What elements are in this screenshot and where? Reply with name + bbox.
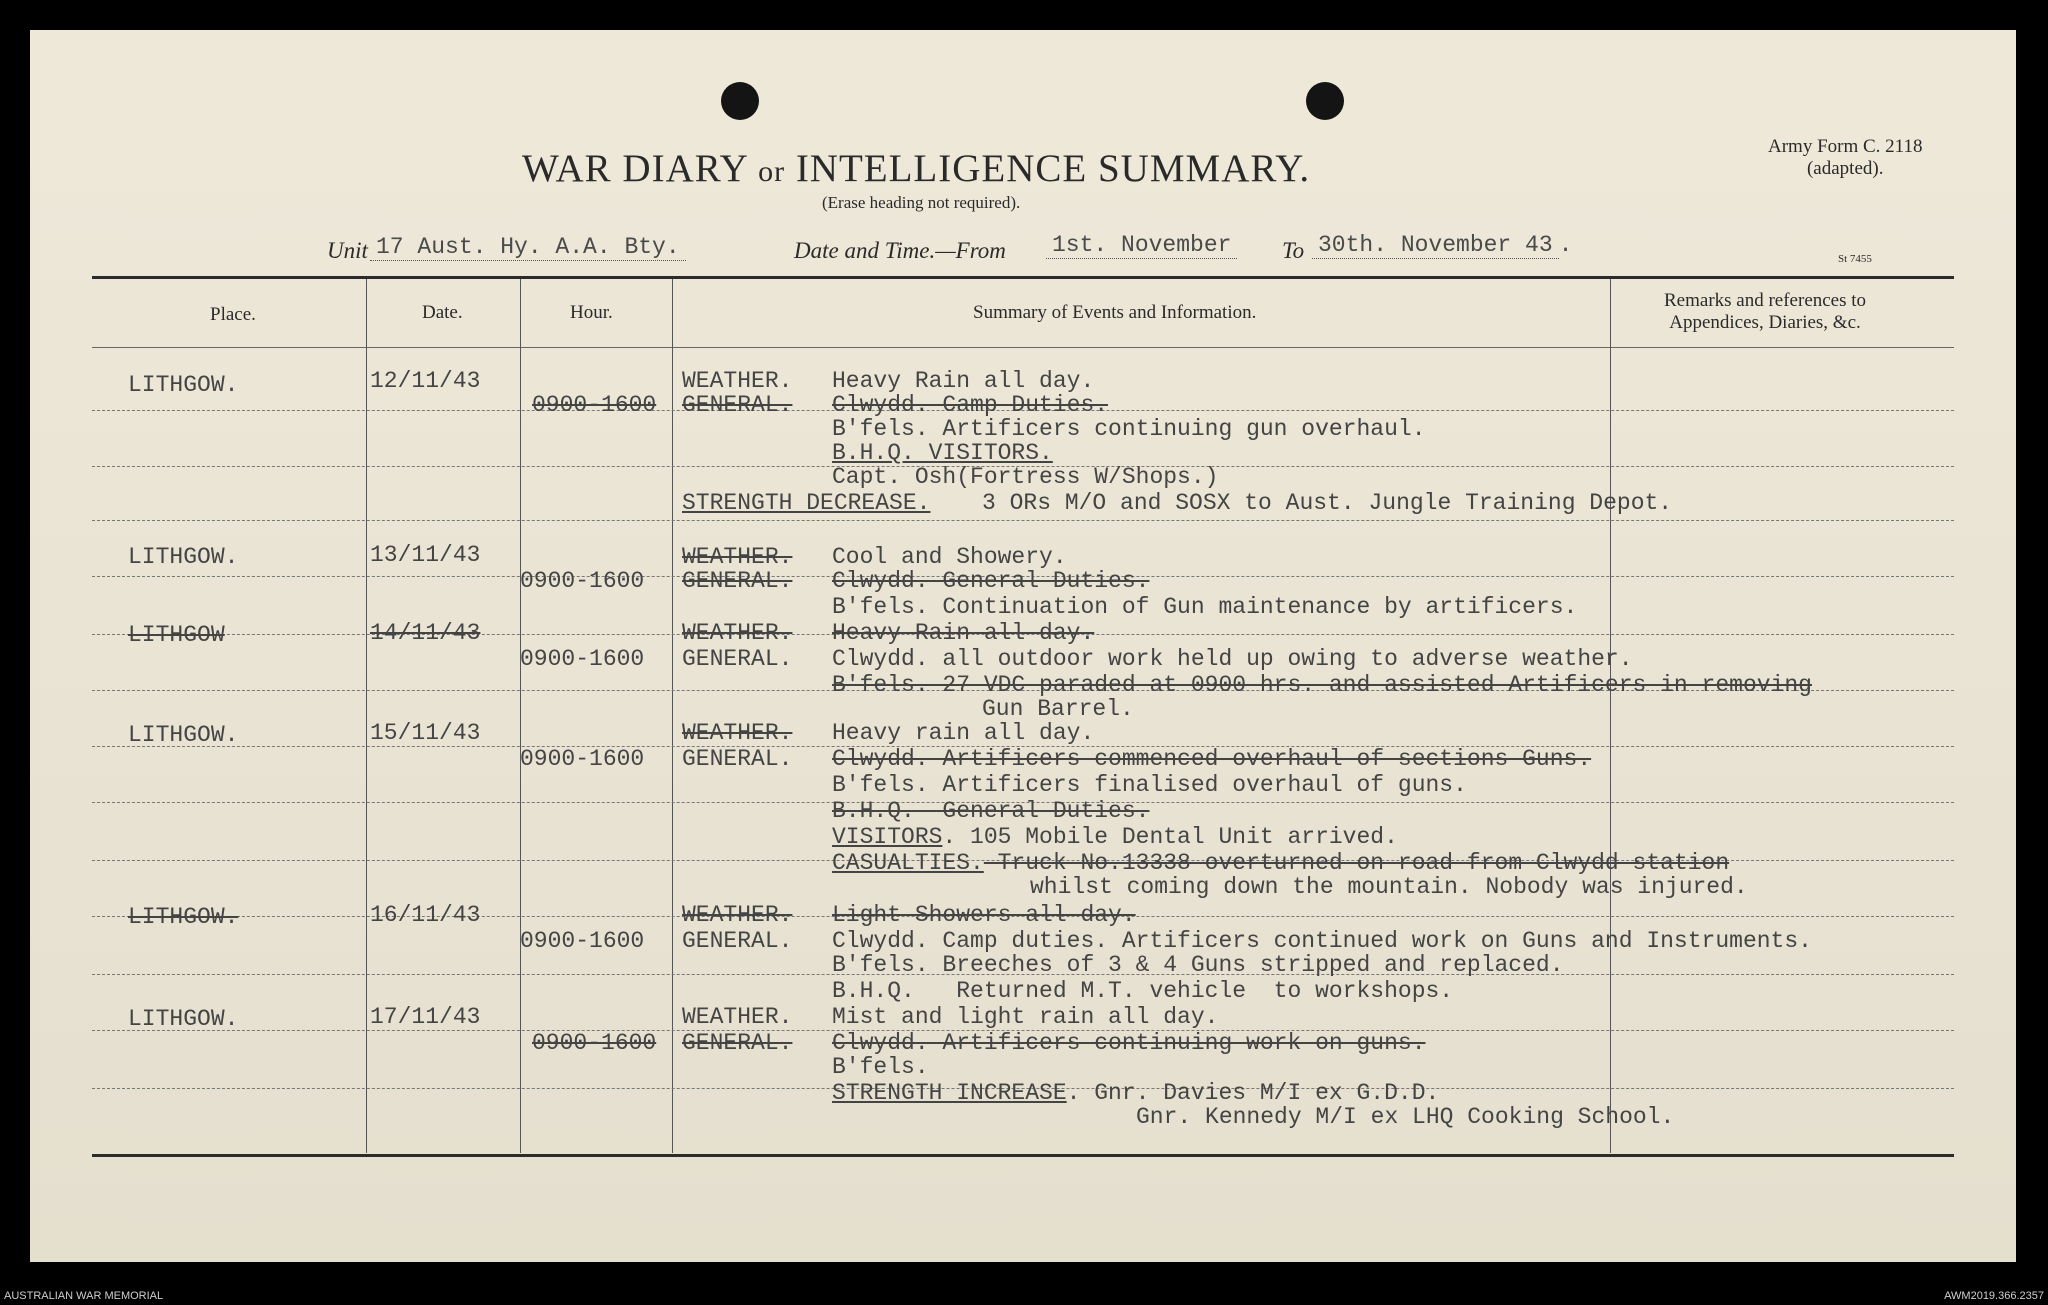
header-bottom-rule bbox=[92, 347, 1954, 348]
entry-hour: 0900-1600 bbox=[520, 928, 645, 954]
entry-date: 16/11/43 bbox=[370, 902, 481, 928]
entry-text: B'fels. Continuation of Gun maintenance by artificers. bbox=[832, 594, 1578, 620]
entry-text: Heavy Rain all day. bbox=[832, 620, 1095, 646]
entry-hour: 0900-1600 bbox=[520, 746, 645, 772]
entry-place: LITHGOW. bbox=[128, 722, 239, 748]
entry-date: 17/11/43 bbox=[370, 1004, 481, 1030]
erase-note: (Erase heading not required). bbox=[822, 193, 1021, 212]
punch-hole-right bbox=[1306, 82, 1344, 120]
entry-text: Heavy rain all day. bbox=[832, 720, 1095, 746]
entry-text: Gnr. Kennedy M/I ex LHQ Cooking School. bbox=[1136, 1104, 1675, 1130]
entry-label-weather: WEATHER. bbox=[682, 544, 793, 570]
entry-text: Clwydd. General Duties. bbox=[832, 568, 1150, 594]
entry-label-visitors: VISITORS. 105 Mobile Dental Unit arrived. bbox=[832, 824, 1398, 850]
entry-label-strength-increase: STRENGTH INCREASE. Gnr. Davies M/I ex G.D.D. bbox=[832, 1080, 1440, 1106]
entry-hour: 0900-1600 bbox=[520, 568, 645, 594]
entry-label-general: GENERAL. bbox=[682, 392, 793, 418]
entry-text: Clwydd. Camp duties. Artificers continued work on Guns and Instruments. bbox=[832, 928, 1812, 954]
entry-label-weather: WEATHER. bbox=[682, 620, 793, 646]
entry-text: B.H.Q. VISITORS. bbox=[832, 440, 1053, 466]
entry-label-general: GENERAL. bbox=[682, 746, 793, 772]
unit-value: 17 Aust. Hy. A.A. Bty. bbox=[370, 234, 686, 261]
table-bottom-rule bbox=[92, 1154, 1954, 1157]
entry-label-general: GENERAL. bbox=[682, 928, 793, 954]
entry-label-weather: WEATHER. bbox=[682, 368, 793, 394]
entry-hour: 0900-1600 bbox=[520, 646, 645, 672]
entry-text: 3 ORs M/O and SOSX to Aust. Jungle Training Depot. bbox=[982, 490, 1673, 516]
table-top-rule bbox=[92, 276, 1954, 279]
entry-date: 15/11/43 bbox=[370, 720, 481, 746]
entry-text: whilst coming down the mountain. Nobody was injured. bbox=[1030, 874, 1748, 900]
column-header-place: Place. bbox=[210, 304, 256, 325]
column-header-hour: Hour. bbox=[570, 302, 613, 323]
entry-place: LITHGOW. bbox=[128, 904, 239, 930]
entry-text: B'fels. 27 VDC paraded at 0900 hrs. and assisted Artificers in removing bbox=[832, 672, 1812, 698]
column-header-date: Date. bbox=[422, 302, 463, 323]
to-label: To bbox=[1282, 238, 1305, 263]
document-title: WAR DIARY or INTELLIGENCE SUMMARY. bbox=[522, 147, 1311, 190]
entry-place: LITHGOW bbox=[128, 622, 225, 648]
entry-text: Light Showers all day. bbox=[832, 902, 1136, 928]
entry-label-weather: WEATHER. bbox=[682, 1004, 793, 1030]
punch-hole-left bbox=[721, 82, 759, 120]
entry-text: B'fels. Artificers continuing gun overhaul. bbox=[832, 416, 1426, 442]
entry-date: 12/11/43 bbox=[370, 368, 481, 394]
entry-text: Clwydd. Camp Duties. bbox=[832, 392, 1109, 418]
entry-text: Capt. Osh(Fortress W/Shops.) bbox=[832, 464, 1219, 490]
unit-label: Unit bbox=[327, 238, 368, 263]
entry-label-casualties: CASUALTIES. Truck No.13338 overturned on road from Clwydd station bbox=[832, 850, 1730, 876]
entry-text: Heavy Rain all day. bbox=[832, 368, 1095, 394]
date-time-label: Date and Time.—From bbox=[794, 238, 1006, 263]
entry-hour: 0900-1600 bbox=[532, 392, 657, 418]
stock-number: St 7455 bbox=[1838, 253, 1872, 265]
diary-page bbox=[30, 30, 2016, 1262]
entry-text: Clwydd. Artificers commenced overhaul of sections Guns. bbox=[832, 746, 1592, 772]
entry-text: B.H.Q. Returned M.T. vehicle to workshops. bbox=[832, 978, 1454, 1004]
entry-place: LITHGOW. bbox=[128, 1006, 239, 1032]
entry-text: Clwydd. all outdoor work held up owing to adverse weather. bbox=[832, 646, 1633, 672]
footer-accession-number: AWM2019.366.2357 bbox=[1944, 1290, 2044, 1302]
entry-label-strength-decrease: STRENGTH DECREASE. bbox=[682, 490, 931, 516]
entry-text: Gun Barrel. bbox=[982, 696, 1134, 722]
entry-text: Cool and Showery. bbox=[832, 544, 1067, 570]
entry-place: LITHGOW. bbox=[128, 372, 239, 398]
army-form-number: Army Form C. 2118 (adapted). bbox=[1768, 136, 1923, 179]
entry-text: B'fels. Artificers finalised overhaul of guns. bbox=[832, 772, 1467, 798]
entry-label-general: GENERAL. bbox=[682, 568, 793, 594]
entry-text: B'fels. bbox=[832, 1054, 929, 1080]
entry-text: B'fels. Breeches of 3 & 4 Guns stripped and replaced. bbox=[832, 952, 1564, 978]
entry-label-general: GENERAL. bbox=[682, 646, 793, 672]
entry-label-general: GENERAL. bbox=[682, 1030, 793, 1056]
entry-text: Mist and light rain all day. bbox=[832, 1004, 1219, 1030]
entry-label-weather: WEATHER. bbox=[682, 720, 793, 746]
footer-credit: AUSTRALIAN WAR MEMORIAL bbox=[4, 1290, 164, 1302]
entry-text: B.H.Q. General Duties. bbox=[832, 798, 1150, 824]
entry-date: 13/11/43 bbox=[370, 542, 481, 568]
entry-hour: 0900-1600 bbox=[532, 1030, 657, 1056]
entry-text: Clwydd. Artificers continuing work on guns. bbox=[832, 1030, 1426, 1056]
entry-place: LITHGOW. bbox=[128, 544, 239, 570]
entry-date: 14/11/43 bbox=[370, 620, 481, 646]
column-header-remarks: Remarks and references to Appendices, Diaries, &c. bbox=[1664, 290, 1867, 333]
row-line bbox=[92, 520, 1954, 521]
to-date-value: 30th. November 43 . bbox=[1312, 232, 1572, 259]
column-header-summary: Summary of Events and Information. bbox=[973, 302, 1257, 323]
from-date-value: 1st. November bbox=[1046, 232, 1237, 259]
entry-label-weather: WEATHER. bbox=[682, 902, 793, 928]
